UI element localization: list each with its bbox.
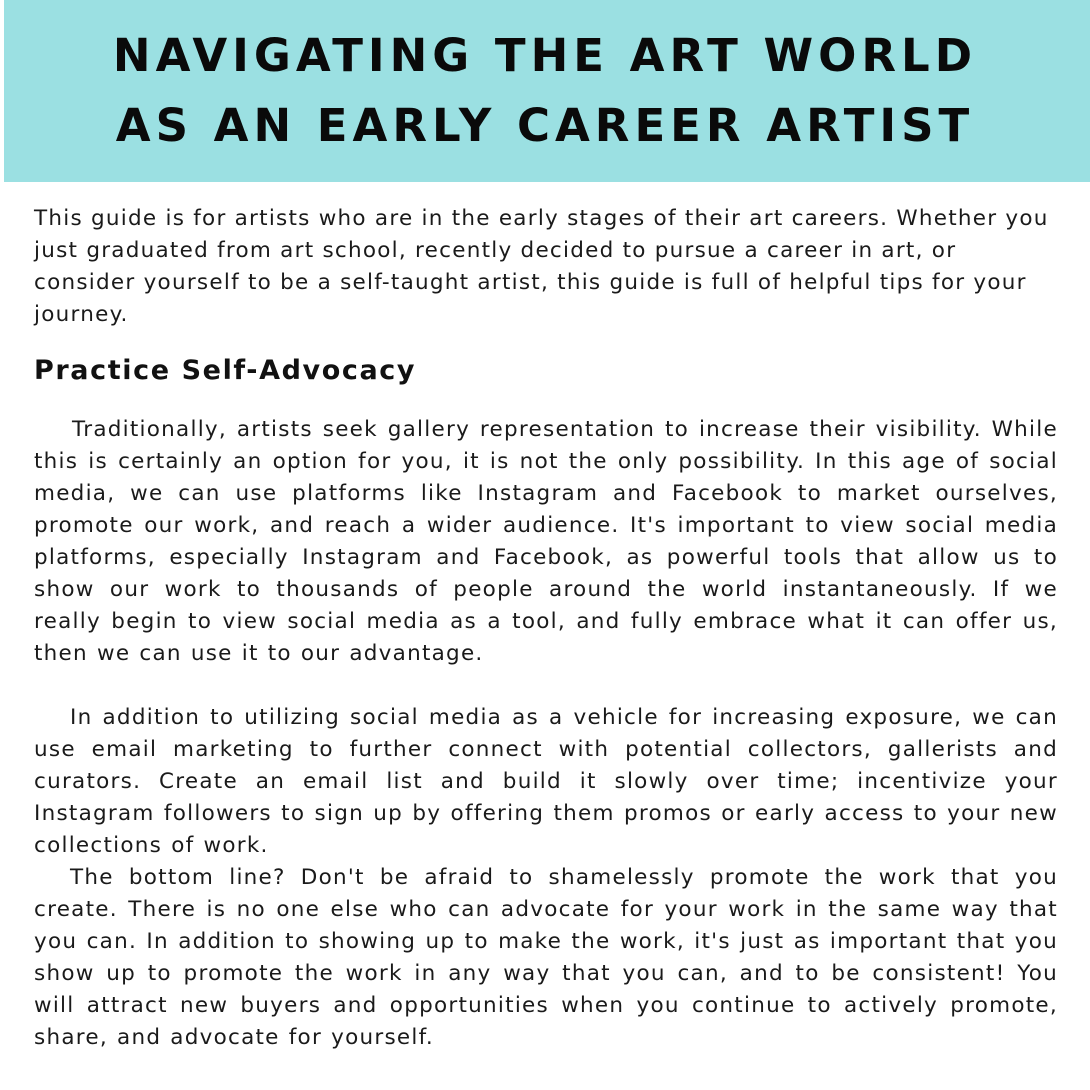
section-paragraph-2: In addition to utilizing social media as a vehicle for increasing exposure, we can use email marketing to further connect with potential collectors, gallerists and curators. Create an email list and build it slowly over time; incentivize your Instagram followers to sign up by offering them promos or early access to your new collections of work.	[34, 705, 1058, 858]
intro-paragraph: This guide is for artists who are in the early stages of their art careers. Whether you just graduated from art school, recently decided to pursue a career in art, or consider yourself to be a self-taught artist, this guide is full of helpful tips for your journey.	[34, 206, 1049, 327]
section-paragraph-1: Traditionally, artists seek gallery representation to increase their visibility. While this is certainly an option for you, it is not the only possibility. In this age of social media, we can use platforms like Instagram and Facebook to market ourselves, promote our work, and reach a wider audience. It's important to view social media platforms, especially Instagram and Facebook, as powerful tools that allow us to show our work to thousands of people around the world instantaneously. If we really begin to view social media as a tool, and fully embrace what it can offer us, then we can use it to our advantage.	[34, 417, 1058, 666]
page-title-line-1: NAVIGATING THE ART WORLD	[112, 29, 978, 82]
page-title-line-2: AS AN EARLY CAREER ARTIST	[115, 99, 975, 152]
section-paragraph-3: The bottom line? Don't be afraid to shamelessly promote the work that you create. There is no one else who can advocate for your work in the same way that you can. In addition to showing up to make the work, it's just as important that you show up to promote the work in any way that you can, and to be consistent! You will attract new buyers and opportunities when you continue to actively promote, share, and advocate for yourself.	[34, 865, 1058, 1050]
section-heading: Practice Self-Advocacy	[34, 355, 417, 386]
title-banner	[4, 0, 1090, 182]
